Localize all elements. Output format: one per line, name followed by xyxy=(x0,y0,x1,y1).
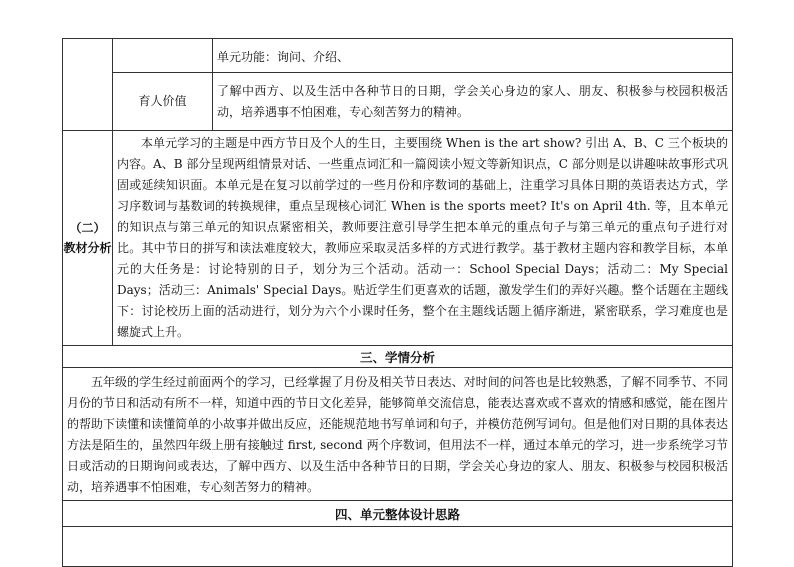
textbook-section-title: 教材分析 xyxy=(63,241,112,255)
textbook-section-number: （二） xyxy=(69,221,106,235)
unit-function-row xyxy=(63,39,733,73)
textbook-analysis-cell xyxy=(113,131,733,346)
textbook-analysis-row xyxy=(63,131,733,346)
education-value-label: 育人价值 xyxy=(113,73,213,131)
textbook-section-cell xyxy=(63,131,113,346)
learner-analysis-row xyxy=(63,368,733,501)
learner-analysis-cell xyxy=(63,368,733,501)
design-heading-row xyxy=(63,501,733,527)
learner-heading: 三、学情分析 xyxy=(63,346,733,368)
lesson-plan-table xyxy=(62,38,733,567)
learner-analysis-text: 五年级的学生经过前面两个的学习，已经掌握了月份及相关节日表达、对时间的问答也是比较熟悉，了解不同季节、不同月份的节日和活动有所不一样，知道中西的节日文化差异，能够简单交流信息，能表达喜欢或不喜欢的情感和感觉，能在图片的帮助下读懂和读懂简单的小故事并做出反应，还能规范地书写单词和句子，并模仿范例写词句。但是他们对日期的具体表达方法是陌生的，虽然四年级上册有接触过 first, second 两个序数词，但用法不一样，通过本单元的学习，进一步系统学习节日或活动的日期询问或表达，了解中西方、以及生活中各种节日的日期，学会关心身边的家人、朋友、积极参与校园积极活动，培养遇事不怕困难，专心刻苦努力的精神。 xyxy=(67,375,728,494)
lesson-plan-sheet xyxy=(62,38,732,567)
design-heading: 四、单元整体设计思路 xyxy=(63,501,733,527)
textbook-analysis-text: 本单元学习的主题是中西方节日及个人的生日，主要围绕 When is the art show? 引出 A、B、C 三个板块的内容。A、B 部分呈现两组情景对话、一些重点词汇和一篇阅读小短文等新知识点，C 部分则是以讲趣味故事形式巩固或延续知识面。本单元是在复习以前学过的一些月份和序数词的基础上，注重学习具体日期的英语表达方式，学习序数词与基数词的转换规律，重点呈现核心词汇 When is the sports meet? It's on April 4th. 等，且本单元的知识点与第三单元的知识点紧密相关，教师要注意引导学生把本单元的重点句子与第三单元的重点句子进行对比。其中节日的拼写和读法难度较大，教师应采取灵活多样的方式进行教学。基于教材主题内容和教学目标，本单元的大任务是：讨论特别的日子，划分为三个活动。活动一：School Special Days；活动二：My Special Days；活动三：Animals' Special Days。贴近学生们更喜欢的话题，激发学生们的弄好兴趣。整个话题在主题线下：讨论校历上面的活动进行，划分为六个小课时任务，整个在主题线话题上循序渐进，紧密联系，学习难度也是螺旋式上升。 xyxy=(117,136,728,339)
blank-cell-left xyxy=(63,39,113,131)
blank-cell-label xyxy=(113,39,213,73)
education-value-text: 了解中西方、以及生活中各种节日的日期，学会关心身边的家人、朋友、积极参与校园积极活动，培养遇事不怕困难，专心刻苦努力的精神。 xyxy=(213,73,733,131)
learner-heading-row xyxy=(63,346,733,368)
unit-function-text: 单元功能：询问、介绍、 xyxy=(213,39,733,73)
education-value-row xyxy=(63,73,733,131)
